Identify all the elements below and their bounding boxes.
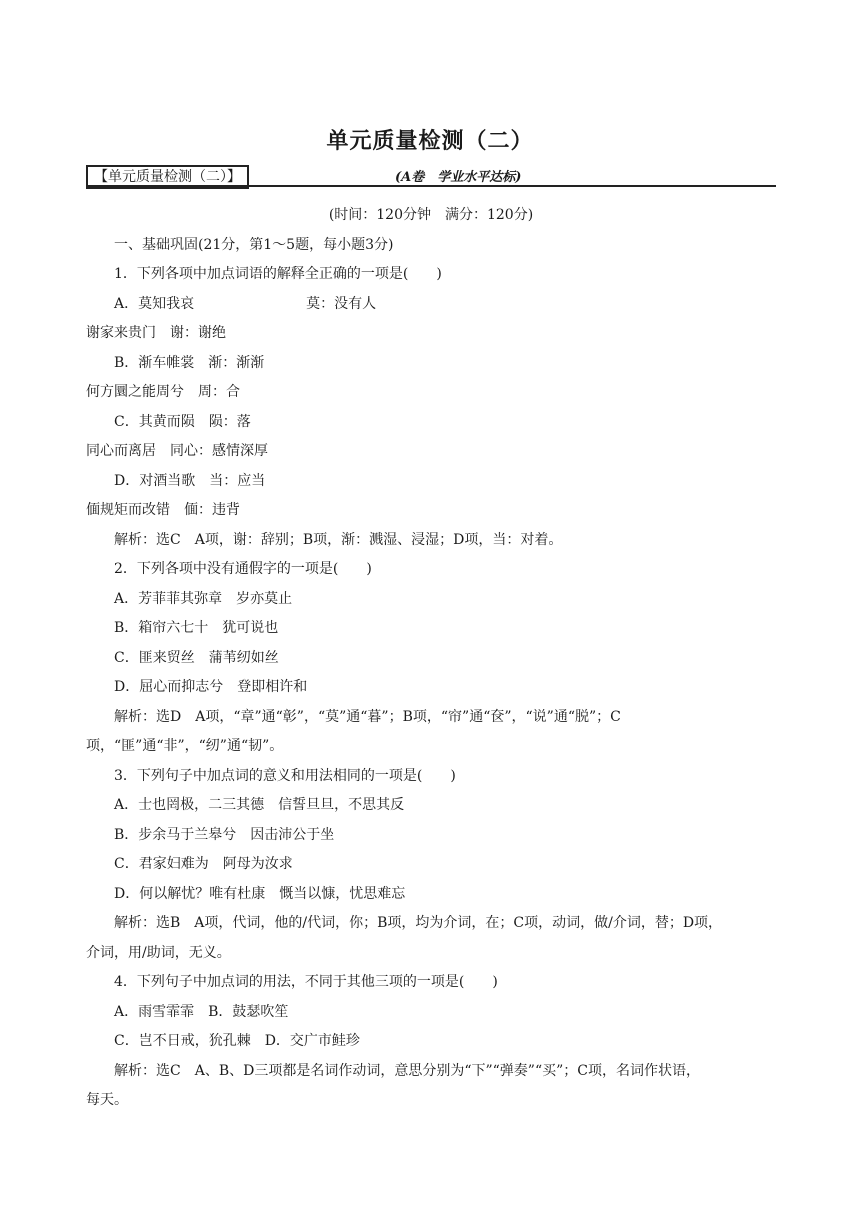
- q2-analysis-cont: 项，“匪”通“非”，“纫”通“韧”。: [86, 738, 284, 754]
- q4-options-cd: C．岂不日戒，狁孔棘 D．交广市鲑珍: [114, 1033, 360, 1049]
- q4-analysis-cont: 每天。: [86, 1092, 128, 1108]
- q3-option-c: C．君家妇难为 阿母为汝求: [114, 856, 293, 872]
- q1-option-b-2: 何方圜之能周兮 周：合: [86, 384, 240, 400]
- q1-analysis: 解析：选C A项，谢：辞别；B项，渐：溅湿、浸湿；D项，当：对着。: [114, 531, 563, 548]
- q3-analysis-cont: 介词，用/助词，无义。: [86, 944, 231, 961]
- section-badge: 【单元质量检测（二）】: [86, 165, 249, 189]
- q1-option-b: B．渐车帷裳 渐：渐渐: [114, 354, 265, 371]
- q1-a-gloss: 莫：没有人: [306, 295, 377, 312]
- exam-info: (时间：120分钟 满分：120分): [328, 207, 534, 223]
- paper-subhead: (A卷 学业水平达标): [395, 170, 522, 185]
- q1-a-word: A．莫知我哀: [114, 295, 195, 312]
- q1-option-d: D．对酒当歌 当：应当: [114, 472, 266, 489]
- q1-option-d-2: 偭规矩而改错 偭：违背: [86, 502, 240, 518]
- header-rule: [86, 185, 776, 187]
- q2-option-c: C．匪来贸丝 蒲苇纫如丝: [114, 649, 279, 666]
- q1-stem: 1．下列各项中加点词语的解释全正确的一项是( ): [114, 266, 442, 282]
- q4-analysis: 解析：选C A、B、D三项都是名词作动词，意思分别为“下”“弹奏”“买”；C项，名词作状语，: [114, 1062, 700, 1079]
- q3-option-b: B．步余马于兰皋兮 因击沛公于坐: [114, 826, 335, 843]
- q1-option-c: C．其黄而陨 陨：落: [114, 413, 251, 430]
- q3-option-a: A．士也罔极，二三其德 信誓旦旦，不思其反: [114, 797, 405, 813]
- q1-option-c-2: 同心而离居 同心：感情深厚: [86, 443, 268, 459]
- section-heading: 一、基础巩固(21分，第1～5题，每小题3分): [114, 236, 394, 253]
- q2-stem: 2．下列各项中没有通假字的一项是( ): [114, 561, 372, 577]
- q4-stem: 4．下列句子中加点词的用法，不同于其他三项的一项是( ): [114, 974, 498, 990]
- q2-option-d: D．屈心而抑志兮 登即相许和: [114, 679, 308, 695]
- q2-analysis: 解析：选D A项，“章”通“彰”，“莫”通“暮”；B项，“帘”通“奁”，“说”通“脱”；C: [114, 708, 621, 725]
- q1-option-a: [86, 290, 776, 320]
- page-title: 单元质量检测（二）: [326, 129, 534, 154]
- q1-option-a-2: 谢家来贵门 谢：谢绝: [86, 325, 226, 341]
- document-body: [86, 201, 776, 1116]
- q3-analysis: 解析：选B A项，代词，他的/代词，你；B项，均为介词，在；C项，动词，做/介词，替；D项，: [114, 915, 723, 931]
- q2-option-b: B．箱帘六七十 犹可说也: [114, 620, 279, 636]
- q3-option-d: D．何以解忧？唯有杜康 慨当以慷，忧思难忘: [114, 885, 406, 902]
- q4-options-ab: A．雨雪霏霏 B．鼓瑟吹笙: [114, 1003, 289, 1020]
- q2-option-a: A．芳菲菲其弥章 岁亦莫止: [114, 590, 293, 607]
- q3-stem: 3．下列句子中加点词的意义和用法相同的一项是( ): [114, 767, 456, 784]
